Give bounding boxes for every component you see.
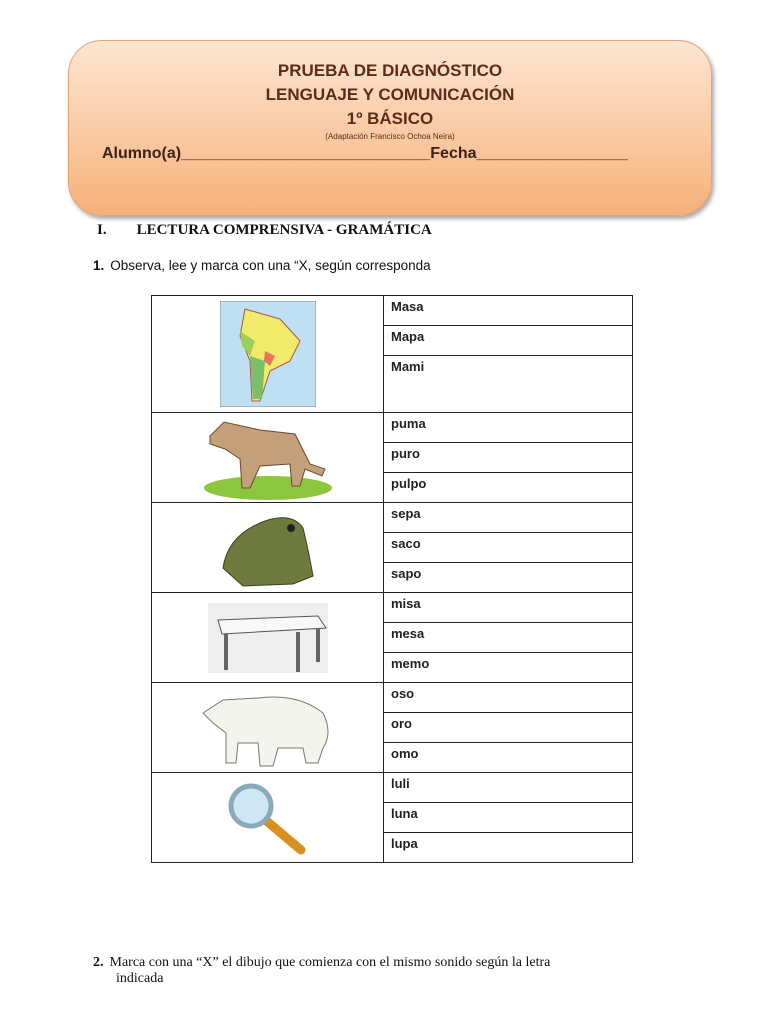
word-option[interactable]: Mapa [384, 326, 633, 356]
toad-image [213, 539, 323, 554]
student-field[interactable]: Alumno(a)____________________________ [102, 145, 431, 162]
puma-image [200, 449, 335, 464]
word-option[interactable]: oro [384, 713, 633, 743]
word-option[interactable]: sepa [384, 503, 633, 533]
magnifying-glass-image [223, 809, 313, 824]
question-1 [93, 258, 431, 273]
word-option[interactable]: puro [384, 443, 633, 473]
table-image [208, 629, 328, 644]
word-option[interactable]: mesa [384, 623, 633, 653]
header-box [68, 40, 712, 216]
word-option[interactable]: lupa [384, 833, 633, 863]
section-title: LECTURA COMPRENSIVA - GRAMÁTICA [136, 222, 432, 238]
image-cell [152, 503, 384, 593]
image-cell [152, 593, 384, 683]
image-cell [152, 683, 384, 773]
word-option[interactable]: luli [384, 773, 633, 803]
image-cell [152, 773, 384, 863]
credit: (Adaptación Francisco Ochoa Neira) [325, 132, 455, 141]
q-text-cont: indicada [116, 971, 164, 986]
word-table [151, 295, 633, 863]
table-row [152, 773, 633, 803]
q-number: 1. [93, 258, 105, 273]
student-date-line[interactable] [102, 145, 628, 163]
image-cell [152, 296, 384, 413]
word-option[interactable]: Mami [384, 356, 633, 413]
polar-bear-image [198, 719, 338, 734]
word-option[interactable]: luna [384, 803, 633, 833]
word-option[interactable]: omo [384, 743, 633, 773]
word-option[interactable]: Masa [384, 296, 633, 326]
word-option[interactable]: saco [384, 533, 633, 563]
section-heading [97, 222, 432, 239]
table-row [152, 593, 633, 623]
word-option[interactable]: memo [384, 653, 633, 683]
word-option[interactable]: misa [384, 593, 633, 623]
image-cell [152, 413, 384, 503]
word-option[interactable]: oso [384, 683, 633, 713]
section-number: I. [97, 222, 107, 238]
word-option[interactable]: puma [384, 413, 633, 443]
table-row [152, 503, 633, 533]
table-row [152, 296, 633, 326]
map-south-america-image [220, 345, 316, 360]
q-text: Observa, lee y marca con una “X, según corresponda [110, 258, 431, 273]
question-2 [93, 955, 550, 987]
table-row [152, 683, 633, 713]
title: PRUEBA DE DIAGNÓSTICO [277, 61, 503, 80]
grade: 1º BÁSICO [346, 109, 434, 128]
table-row [152, 413, 633, 443]
date-field[interactable]: Fecha_________________ [430, 145, 628, 162]
q-text: Marca con una “X” el dibujo que comienza con el mismo sonido según la letra [109, 955, 551, 970]
q-number: 2. [93, 955, 104, 970]
subject: LENGUAJE Y COMUNICACIÓN [265, 85, 515, 104]
word-option[interactable]: sapo [384, 563, 633, 593]
word-option[interactable]: pulpo [384, 473, 633, 503]
